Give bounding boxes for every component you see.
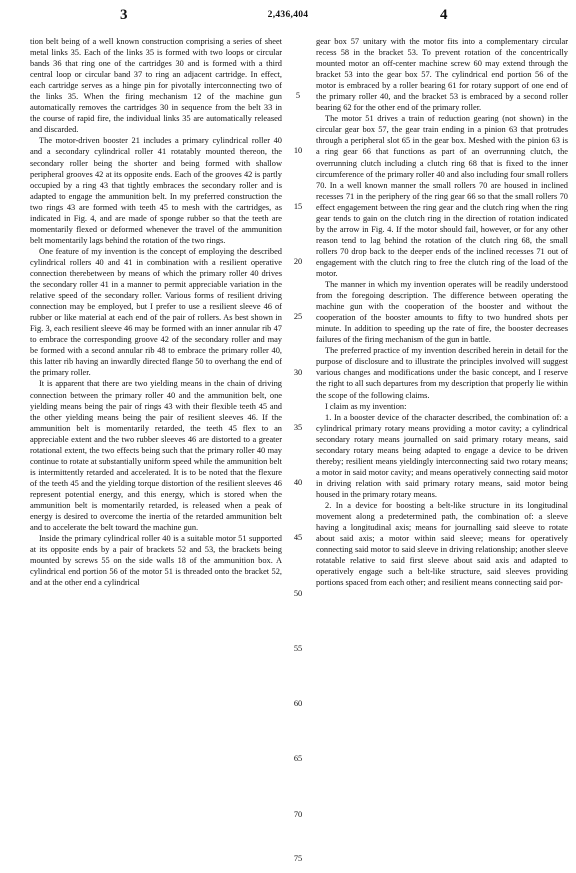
- paragraph: The preferred practice of my invention described herein in detail for the purpose of disclosure and to illustrate the principles involved will suggest various changes and modifications under the basic concept, and I reserve the right to all such departures from my description that properly lie within the scope of the following claims.: [316, 346, 568, 400]
- paragraph: It is apparent that there are two yielding means in the chain of driving connection between the primary roller 40 and the ammunition belt, one yielding means being the pair of rings 43 with their flexible teeth 45 and the other yielding means being the pair of resilient sleeves 46. If the ammunition belt is momentarily retarded, the teeth 45 flex to an appreciable extent and the two rubber sleeves 46 are distorted to a greater rotational extent, the two effects being such that the primary roller 40 may continue to rotate at substantially uniform speed while the ammunition belt is intermittently retarded and accelerated. It is to be noted that the flexure of the teeth 45 and the yielding torque distortion of the resilient sleeves 46 represent potential energy, and this energy, which is stored when the ammunition belt is momentarily retarded, is released when a peak of energy is desired to overcome the inertia of the retarded ammunition belt and to accelerate the belt toward the machine gun.: [30, 379, 282, 533]
- paragraph: One feature of my invention is the concept of employing the described cylindrical rollers 40 and 41 in combination with a resilient operative connection therebetween by means of which the primary roller 40 drives the secondary roller 41 in a manner to permit appreciable variation in the relative speed of the secondary roller. Various forms of resilient driving connection may be employed, but I prefer to use a resilient sleeve 46 of rubber or like material at each end of the pair of rollers. As best shown in Fig. 3, each resilient sleeve 46 may be formed with an inner annular rib 47 to embrace the corresponding groove 42 of the secondary roller and may be formed with a second annular rib 48 to embrace the primary roller 40, this latter rib having an inwardly directed flange 50 to overhang the end of the primary roller.: [30, 246, 282, 378]
- paragraph: The motor-driven booster 21 includes a primary cylindrical roller 40 and a secondary cylindrical roller 41 rotatably mounted thereon, the secondary roller being the shorter and being formed with shallow peripheral grooves 42 at its opposite ends. Each of the grooves 42 is partly occupied by a ring 43 that tightly embraces the secondary roller and is adapted to engage the ammunition belt. In my preferred construction the two rings 43 are formed with teeth 45 to mesh with the cartridges, as indicated in Fig. 4, and are made of sponge rubber so that the teeth are momentarily flexed or deformed whenever the travel of the ammunition belt momentarily lags behind the rotation of the two rings.: [30, 136, 282, 245]
- paragraph: Inside the primary cylindrical roller 40 is a suitable motor 51 supported at its opposite ends by a pair of brackets 52 and 53, the brackets being mounted by screws 55 on the side walls 18 of the ammunition box. A cylindrical end portion 56 of the motor 51 is threaded onto the bracket 52, and at the other end a cylindrical: [30, 534, 282, 588]
- line-number: 45: [293, 533, 303, 542]
- patent-number: 2,436,404: [267, 10, 309, 20]
- line-number: 30: [293, 368, 303, 377]
- line-number: 65: [293, 754, 303, 763]
- paragraph: The motor 51 drives a train of reduction gearing (not shown) in the circular gear box 57, the gear train ending in a pinion 63 that protrudes through a peripheral slot 65 in the gear box. Meshed with the pinion 63 is a ring gear 66 that functions as part of an overrunning clutch, the overrunning clutch including a clutch ring 68 that is fixed to the inner circumference of the primary roller 40 and also including four small rollers 70. In a well known manner the small rollers 70 are housed in inclined recesses 71 in the periphery of the ring gear 66 so that the small rollers 70 effect engagement between the ring gear and the clutch ring when the ring gear tends to gain on the clutch ring in the direction of rotation indicated by the arrow in Fig. 4. If the motor should fail, however, or for any other reason tend to lag behind the rotation of the clutch ring 68, the small rollers 70 drop back to the deeper ends of the inclined recesses 71 out of engagement with the clutch ring to free the clutch ring of the load of the motor.: [316, 114, 568, 278]
- line-number: 70: [293, 810, 303, 819]
- paragraph: tion belt being of a well known construction comprising a series of sheet metal links 35. Each of the links 35 is formed with two loops or circular bands 36 that ring one of the cartridges 30 and is formed with a third central loop or circular band 37 to ring an adjacent cartridge. In effect, each cartridge serves as a hinge pin for pivotally interconnecting two of the links 35. When the firing mechanism 12 of the machine gun automatically removes the cartridges 30 in sequence from the belt 33 in the course of rapid fire, the individual links 35 are automatically released and discarded.: [30, 37, 282, 135]
- claim-1: 1. In a booster device of the character described, the combination of: a cylindrical primary rotary means providing a motor cavity; a cylindrical secondary rotary means journalled on said primary rotary means, said secondary rotary means being adapted to engage a device to be driven thereby; resilient means yieldingly interconnecting said two rotary means; a motor in said motor cavity; and means operatively connecting said motor in driving relation with said primary rotary means, said motor being housed in the primary rotary means.: [316, 412, 568, 499]
- paragraph: gear box 57 unitary with the motor fits into a complementary circular recess 58 in the bracket 53. To prevent rotation of the concentrically mounted motor an off-center machine screw 60 may extend through the bracket 53 into the gear box 57. The cylindrical end portion 56 of the motor is embraced by a roller bearing 61 for rotary support of one end of the primary roller 40, and the bracket 53 is embraced by a second roller bearing 62 for the other end of the primary roller.: [316, 37, 568, 113]
- line-number: 5: [295, 91, 301, 100]
- left-text-column: [30, 36, 282, 868]
- line-number: 10: [293, 146, 303, 155]
- line-number: 40: [293, 478, 303, 487]
- page-number-left: 3: [120, 7, 128, 23]
- line-number: 35: [293, 423, 303, 432]
- line-number: 50: [293, 589, 303, 598]
- line-number: 25: [293, 312, 303, 321]
- paragraph: The manner in which my invention operates will be readily understood from the foregoing description. The difference between operating the machine gun with the cooperation of the booster and without the cooperation of the booster amounts to fifty to two hundred shots per minute. In addition to speeding up the rate of fire, the booster decreases failures of the firing mechanism of the gun in battle.: [316, 280, 568, 345]
- page-number-right: 4: [440, 7, 448, 23]
- claims-heading: I claim as my invention:: [325, 401, 407, 411]
- line-number: 55: [293, 644, 303, 653]
- line-number: 20: [293, 257, 303, 266]
- right-text-column: [316, 36, 568, 868]
- line-number: 75: [293, 854, 303, 863]
- line-number: 15: [293, 202, 303, 211]
- claim-2: 2. In a device for boosting a belt-like structure in its longitudinal movement along a predetermined path, the combination of: a sleeve having a longitudinal axis; means for journalling said sleeve to rotate about said axis; a motor within said sleeve; means for operatively connecting said motor to said sleeve in driving relationship; another sleeve rotatable relative to said first sleeve about said axis and adapted to operatively engage such a belt-like structure, said sleeves providing portions spaced from each other; and resilient means connecting said por-: [316, 500, 568, 588]
- line-number-gutter: [284, 36, 314, 868]
- line-number: 60: [293, 699, 303, 708]
